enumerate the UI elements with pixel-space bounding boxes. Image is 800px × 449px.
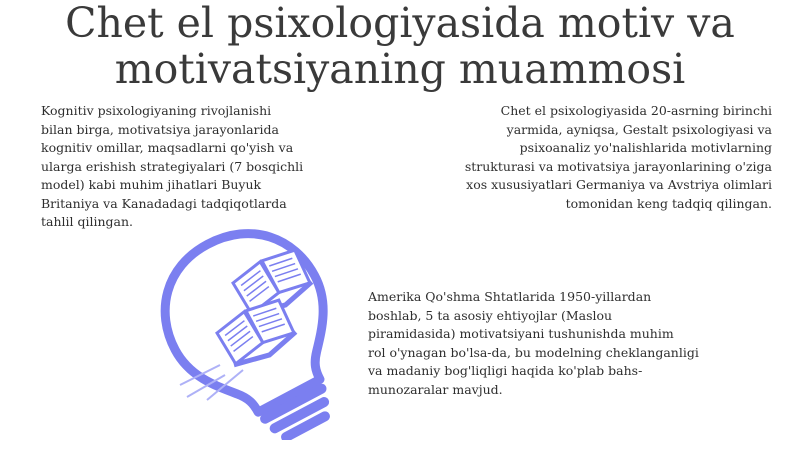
lightbulb-with-open-books-icon: [125, 225, 345, 440]
paragraph-cognitive-psychology: Kognitiv psixologiyaning rivojlanishi bilan birga, motivatsiya jarayonlarida kognitiv omillar, maqsadlarni qo'yish va ularga erishish strategiyalari (7 bosqichli model) kabi muhim jihatlari Buyuk Britaniya va Kanadadagi tadqiqotlarda tahlil qilingan.: [41, 103, 304, 229]
paragraph-maslow-usa: Amerika Qo'shma Shtatlarida 1950-yillardan boshlab, 5 ta asosiy ehtiyojlar (Maslou piramidasida) motivatsiyani tushunishda muhim rol o'ynagan bo'lsa-da, bu modelning cheklanganligi va madaniy bog'liqligi haqida ko'plab bahs- munozaralar mavjud.: [368, 289, 699, 397]
slide-title-line-2: motivatsiyaning muammosi: [114, 45, 686, 93]
slide-title: [0, 0, 800, 92]
slide-title-line-1: Chet el psixologiyasida motiv va: [65, 0, 735, 47]
paragraph-gestalt-psychoanalysis: Chet el psixologiyasida 20-asrning birinchi yarmida, ayniqsa, Gestalt psixologiyasi va psixoanaliz yo'nalishlarida motivlarning strukturasi va motivatsiya jarayonlarining o'ziga xos xususiyatlari Germaniya va Avstriya olimlari tomonidan keng tadqiq qilingan.: [464, 103, 772, 211]
